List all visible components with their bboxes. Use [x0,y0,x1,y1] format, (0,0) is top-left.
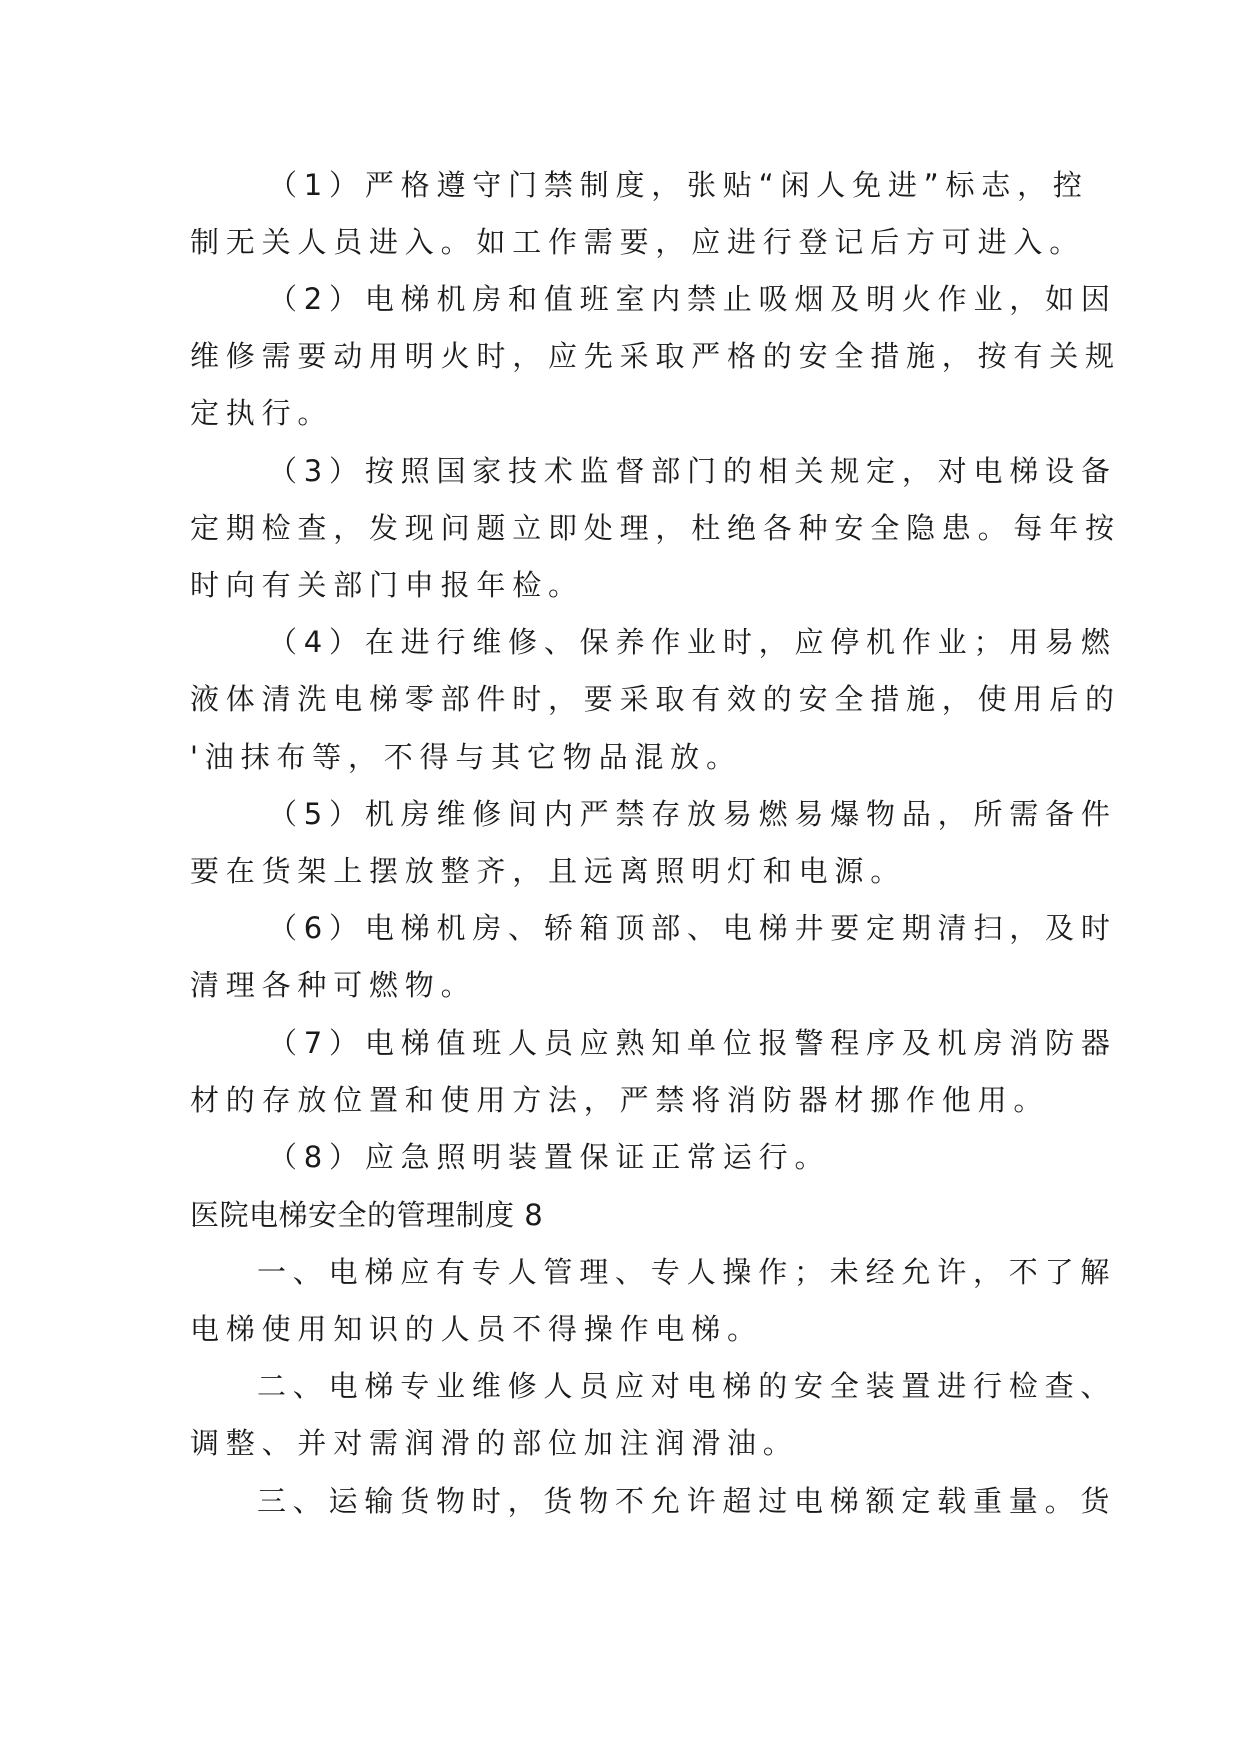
section-heading: 医院电梯安全的管理制度 8 [190,1198,544,1232]
paragraph-line: 维修需要动用明火时，应先采取严格的安全措施，按有关规 [190,339,1121,373]
paragraph-line: （3）按照国家技术监督部门的相关规定，对电梯设备 [268,454,1117,488]
paragraph-line: （7）电梯值班人员应熟知单位报警程序及机房消防器 [268,1026,1117,1060]
paragraph-line: （8）应急照明装置保证正常运行。 [268,1140,831,1174]
paragraph-line: 定期检查，发现问题立即处理，杜绝各种安全隐患。每年按 [190,511,1121,545]
paragraph-line: 液体清洗电梯零部件时，要采取有效的安全措施，使用后的 [190,682,1121,716]
paragraph-line: '油抹布等，不得与其它物品混放。 [190,740,742,774]
paragraph-line: （5）机房维修间内严禁存放易燃易爆物品，所需备件 [268,797,1117,831]
paragraph-line: （1）严格遵守门禁制度，张贴“闲人免进”标志，控 [268,168,1089,202]
paragraph-line: 三、运输货物时，货物不允许超过电梯额定载重量。货 [257,1484,1117,1518]
paragraph-line: 要在货架上摆放整齐，且远离照明灯和电源。 [190,854,907,888]
paragraph-line: 制无关人员进入。如工作需要，应进行登记后方可进入。 [190,225,1086,259]
paragraph-line: （6）电梯机房、轿箱顶部、电梯井要定期清扫，及时 [268,911,1117,945]
paragraph-line: （4）在进行维修、保养作业时，应停机作业；用易燃 [268,625,1117,659]
paragraph-line: 定执行。 [190,396,334,430]
paragraph-line: （2）电梯机房和值班室内禁止吸烟及明火作业，如因 [268,282,1117,316]
paragraph-line: 时向有关部门申报年检。 [190,568,584,602]
paragraph-line: 清理各种可燃物。 [190,968,477,1002]
paragraph-line: 调整、并对需润滑的部位加注润滑油。 [190,1426,799,1460]
paragraph-line: 一、电梯应有专人管理、专人操作；未经允许，不了解 [257,1255,1117,1289]
paragraph-line: 电梯使用知识的人员不得操作电梯。 [190,1312,763,1346]
paragraph-line: 材的存放位置和使用方法，严禁将消防器材挪作他用。 [190,1083,1050,1117]
paragraph-line: 二、电梯专业维修人员应对电梯的安全装置进行检查、 [257,1369,1117,1403]
